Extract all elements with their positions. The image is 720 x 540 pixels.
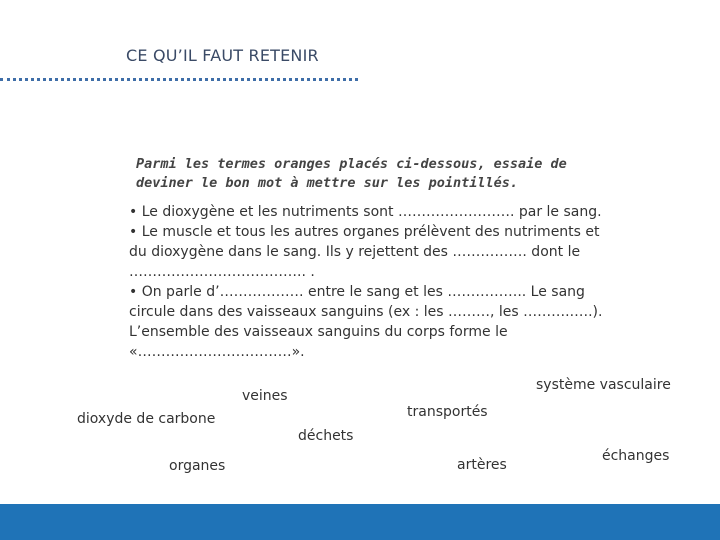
word-option-arteres[interactable]: artères bbox=[457, 457, 507, 473]
page-title: CE QU’IL FAUT RETENIR bbox=[126, 46, 319, 65]
exercise-line-1: • Le dioxygène et les nutriments sont ……………………. par le sang. bbox=[129, 204, 602, 220]
word-option-dechets[interactable]: déchets bbox=[298, 428, 354, 444]
footer-bar bbox=[0, 504, 720, 540]
word-option-dioxyde-de-carbone[interactable]: dioxyde de carbone bbox=[77, 411, 216, 427]
word-option-transportes[interactable]: transportés bbox=[407, 404, 488, 420]
word-option-echanges[interactable]: échanges bbox=[602, 448, 670, 464]
word-option-systeme-vasculaire[interactable]: système vasculaire bbox=[536, 377, 671, 393]
title-dotted-rule bbox=[0, 78, 358, 81]
instruction-text: Parmi les termes oranges placés ci-dessous, essaie de deviner le bon mot à mettre sur les pointillés. bbox=[136, 156, 567, 191]
word-option-organes[interactable]: organes bbox=[169, 458, 226, 474]
word-option-veines[interactable]: veines bbox=[242, 388, 288, 404]
exercise-line-2: • Le muscle et tous les autres organes prélèvent des nutriments et du dioxygène dans le sang. Ils y rejettent des ……………. dont le ……………………………….. . bbox=[129, 224, 600, 280]
exercise-line-3: • On parle d’……………… entre le sang et les …………….. Le sang circule dans des vaisseaux sanguins (ex : les ………, les ………..….). L’ensemble des vaisseaux sanguins du corps forme le «……………………………». bbox=[129, 284, 603, 360]
exercise-text bbox=[129, 202, 609, 362]
